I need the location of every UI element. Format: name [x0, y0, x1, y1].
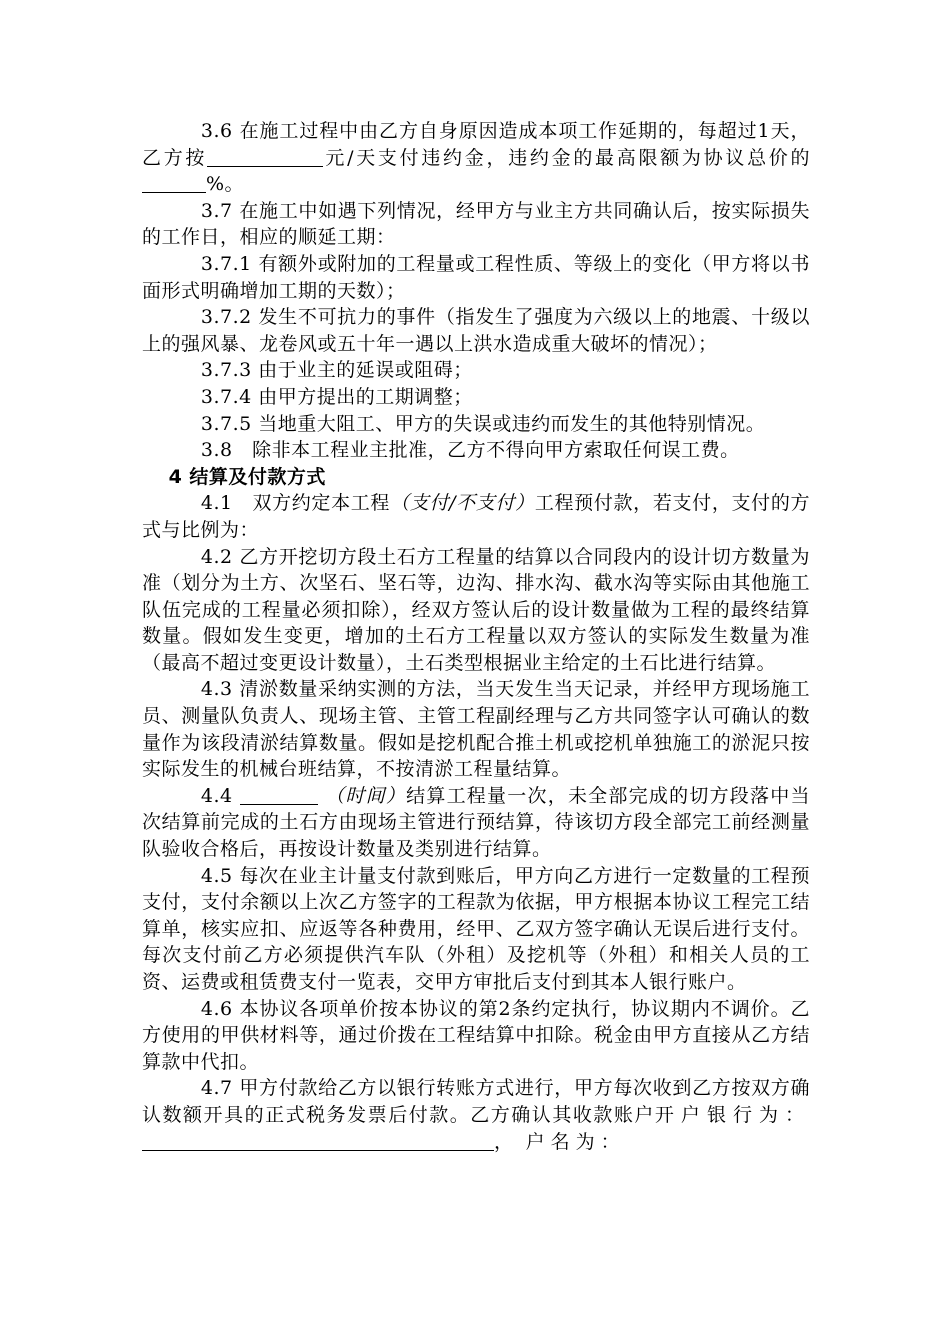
- section-heading-4: 4 结算及付款方式: [168, 465, 326, 488]
- clause-3-7-1: 3.7.1 有额外或附加的工程量或工程性质、等级上的变化（甲方将以书面形式明确增加工期的天数）；: [142, 252, 810, 302]
- clause-4-6: 4.6 本协议各项单价按本协议的第2条约定执行，协议期内不调价。乙方使用的甲供材料等，通过价拨在工程结算中扣除。税金由甲方直接从乙方结算款中代扣。: [142, 997, 810, 1073]
- clause-3-6-text-a: 3.6 在施工过程中由乙方自身原因造成本项工作延期的，每超过1天，乙方按: [142, 120, 810, 169]
- clause-4-4: [142, 783, 810, 863]
- clause-3-6-text-b: 元/天支付违约金，违约金的最高限额为协议总价的: [323, 146, 810, 169]
- clause-3-7-4: 3.7.4 由甲方提出的工期调整；: [200, 385, 473, 408]
- clause-3-7-5: 3.7.5 当地重大阻工、甲方的失误或违约而发生的其他特别情况。: [200, 412, 766, 435]
- clause-4-4-time-note: （时间）: [325, 784, 407, 807]
- clause-3-7-3: 3.7.3 由于业主的延误或阻碍；: [200, 359, 473, 382]
- penalty-cap-blank: [142, 174, 206, 193]
- clause-3-8: 3.8 除非本工程业主批准，乙方不得向甲方索取任何误工费。: [200, 439, 740, 462]
- account-name-label: 户名为：: [525, 1130, 626, 1153]
- bank-name-blank: [142, 1132, 494, 1151]
- clause-4-3: 4.3 清淤数量采纳实测的方法，当天发生当天记录，并经甲方现场施工员、测量队负责人、现场主管、主管工程副经理与乙方共同签字认可确认的数量作为该段清淤结算数量。假如是挖机配合推土机或挖机单独施工的淤泥只按实际发生的机械台班结算，不按清淤工程量结算。: [142, 678, 810, 781]
- document-page: [142, 118, 810, 1155]
- clause-4-7-text-a: 4.7 甲方付款给乙方以银行转账方式进行，甲方每次收到乙方按双方确认数额开具的正式税务发票后付款。乙方确认其收款账户: [142, 1077, 810, 1126]
- clause-4-1-option: （支付/不支付）: [390, 492, 535, 515]
- clause-3-7: 3.7 在施工中如遇下列情况，经甲方与业主方共同确认后，按实际损失的工作日，相应的顺延工期：: [142, 199, 810, 249]
- clause-4-4-text-a: 4.4: [200, 784, 233, 807]
- clause-3-6: [142, 118, 810, 198]
- clause-4-1: [142, 490, 810, 543]
- bank-label: 开户银行为：: [654, 1103, 810, 1126]
- settlement-period-blank: [240, 786, 318, 805]
- clause-3-6-text-c: %。: [206, 173, 245, 196]
- clause-4-2: 4.2 乙方开挖切方段土石方工程量的结算以合同段内的设计切方数量为准（划分为土方、次坚石、坚石等，边沟、排水沟、截水沟等实际由其他施工队伍完成的工程量必须扣除），经双方签认后的设计数量做为工程的最终结算数量。假如发生变更，增加的土石方工程量以双方签认的实际发生数量为准（最高不超过变更设计数量），土石类型根据业主给定的土石比进行结算。: [142, 545, 810, 674]
- penalty-rate-blank: [207, 148, 323, 167]
- clause-4-7: [142, 1075, 810, 1155]
- clause-4-1-text-a: 4.1 双方约定本工程: [200, 492, 391, 515]
- clause-4-5: 4.5 每次在业主计量支付款到账后，甲方向乙方进行一定数量的工程预支付，支付余额以上次乙方签字的工程款为依据，甲方根据本协议工程完工结算单，核实应扣、应返等各种费用，经甲、乙双方签字确认无误后进行支付。每次支付前乙方必须提供汽车队（外租）及挖机等（外租）和相关人员的工资、运费或租赁费支付一览表，交甲方审批后支付到其本人银行账户。: [142, 864, 810, 993]
- clause-3-7-2: 3.7.2 发生不可抗力的事件（指发生了强度为六级以上的地震、十级以上的强风暴、龙卷风或五十年一遇以上洪水造成重大破坏的情况）；: [142, 306, 810, 355]
- clause-4-4-text-c: 结算工程量一次，未全部完成的切方段落中当次结算前完成的土石方由现场主管进行预结算，待该切方段全部完工前经测量队验收合格后，再按设计数量及类别进行结算。: [142, 784, 810, 861]
- clause-4-1-text-c: 工程预付款，若支付，支付的方式与比例为：: [142, 492, 810, 541]
- separator: ，: [494, 1130, 520, 1153]
